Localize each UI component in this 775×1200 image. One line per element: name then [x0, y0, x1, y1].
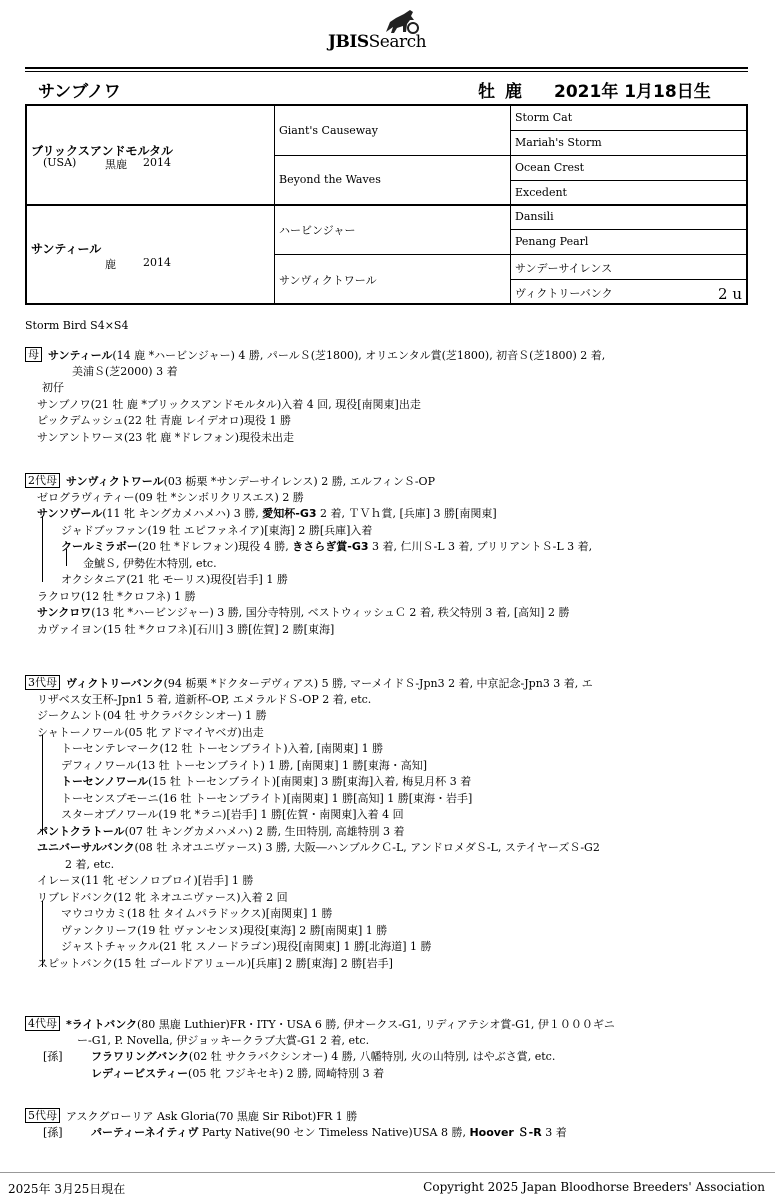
list-item: サンクロワ(13 牝 *ハービンジャー) 3 勝, 国分寺特別, ベストウィッシュＣ 2 着, 秩父特別 3 着, [高知] 2 勝 — [37, 606, 570, 619]
horse-attributes — [478, 77, 721, 102]
list-item: リブレドバンク(12 牝 ネオユニヴァース)入着 2 回 — [37, 890, 288, 904]
dam-year: 2014 — [143, 256, 171, 269]
section-tag: 5代母 — [25, 1108, 60, 1123]
g3-ancestor[interactable]: Mariah's Storm — [515, 136, 602, 149]
list-item: シャトーノワール(05 牝 アドマイヤベガ)出走 — [37, 725, 264, 739]
sire-origin: (USA) — [43, 156, 77, 169]
horse-name: サンブノワ — [38, 82, 121, 102]
list-item: サンソヴール(11 牝 キングカメハメハ) 3 勝, 愛知杯-G3 2 着, ＴＶｈ賞, [兵庫] 3 勝[南関東] — [37, 507, 497, 520]
logo-text: JBISSearch — [328, 32, 427, 52]
list-item: ピックデムッシュ(22 牡 青鹿 レイデオロ)現役 1 勝 — [37, 414, 291, 427]
g3-ancestor[interactable]: Excedent — [515, 186, 567, 199]
list-item: サンアントワーヌ(23 牝 鹿 *ドレフォン)現役未出走 — [37, 430, 295, 444]
dam-entry-name[interactable]: *ライトバンク — [66, 1018, 137, 1031]
inbreeding-note: Storm Bird S4×S4 — [25, 319, 129, 332]
header-rule-thin — [25, 71, 748, 72]
g3-ancestor[interactable]: サンデーサイレンス — [515, 262, 613, 275]
sire-name[interactable]: ブリックスアンドモルタル — [31, 144, 173, 158]
dam-entry-name[interactable]: ヴィクトリーバンク — [66, 677, 164, 690]
g2-dam-sire[interactable]: ハービンジャー — [279, 224, 356, 237]
list-item: トーセンノワール(15 牡 トーセンブライト)[南関東] 3 勝[東海]入着, 梅見月杯 3 着 — [61, 775, 472, 788]
list-item: サンブノワ(21 牡 鹿 *ブリックスアンドモルタル)入着 4 回, 現役[南関東]出走 — [37, 397, 421, 411]
section-3rd-dam: 3代母 ヴィクトリーバンク(94 栃栗 *ドクターデヴィアス) 5 勝, マーメイドＳ-Jpn3 2 着, 中京記念-Jpn3 3 着, エ リザベス女王杯-Jpn1 5 着, 道新杯-OP, エメラルドＳ-OP 2 着, etc. ジークムント(04 牡 サクラバクシンオー) 1 勝 シャトーノワール(05 牝 アドマイヤベガ)出走 トーセンテレマーク(12 牡 トーセンブライト)入着, [南関東] 1 勝 デフィノワール(13 牡 トーセンブライト) 1 勝, [南関東] 1 勝[東海・高知] トーセンノワール(15 牡 トーセンブライト)[南関東] 3 勝[東海]入着, 梅見月杯 3 着 トーセンスプモーニ(16 牡 トーセンブライト)[南関東] 1 勝[高知] 1 勝[東海・岩手] スターオブノワール(19 牝 *ラニ)[岩手] 1 勝[佐賀・南関東]入着 4 回 パントクラトール(07 牡 キングカメハメハ) 2 勝, 生田特別, 高雄特別 3 着 ユニバーサルバンク(08 牡 ネオユニヴァース) 3 勝, 大阪―ハンブルクＣ-L, アンドロメダＳ-L, ステイヤーズＳ-G2 2 着, etc. イレーヌ(11 牝 ゼンノロブロイ)[岩手] 1 勝 リブレドバンク(12 牝 ネオユニヴァース)入着 2 回 マウコウカミ(18 牡 タイムパラドックス)[南関東] 1 勝 ヴァンクリーフ(19 牡 ヴァンセンヌ)現役[東海] 2 勝[南関東] 1 勝 ジャストチャックル(21 牝 スノードラゴン)現役[南関東] 1 勝[北海道] 1 勝 スピットバンク(15 牡 ゴールドアリュール)[兵庫] 2 勝[東海] 2 勝[岩手] — [25, 675, 755, 972]
g3-ancestor[interactable]: Ocean Crest — [515, 161, 585, 174]
dam-entry-name[interactable]: サンティール — [48, 349, 113, 362]
section-dam: 母 サンティール(14 鹿 *ハービンジャー) 4 勝, パールＳ(芝1800), オリエンタル賞(芝1800), 初音Ｓ(芝1800) 2 着, 美浦Ｓ(芝2000) 3 着 初仔 サンブノワ(21 牡 鹿 *ブリックスアンドモルタル)入着 4 回, 現役[南関東]出走 ピックデムッシュ(22 牡 青鹿 レイデオロ)現役 1 勝 サンアントワーヌ(23 牝 鹿 *ドレフォン)現役未出走 — [25, 347, 755, 446]
g3-ancestor[interactable]: ヴィクトリーバンク — [515, 287, 613, 300]
list-item: オクシタニア(21 牝 モーリス)現役[岩手] 1 勝 — [61, 573, 288, 586]
pedigree-table — [25, 104, 748, 305]
g2-dam-dam[interactable]: サンヴィクトワール — [279, 274, 377, 287]
list-item: トーセンスプモーニ(16 牡 トーセンブライト)[南関東] 1 勝[高知] 1 勝[東海・岩手] — [61, 791, 473, 805]
sire-year: 2014 — [143, 156, 171, 169]
list-item: 金鯱Ｓ, 伊勢佐木特別, etc. — [83, 556, 217, 570]
list-item: ゼログラヴィティー(09 牡 *シンボリクリスエス) 2 勝 — [37, 490, 304, 504]
section-4th-dam: 4代母 *ライトバンク(80 黒鹿 Luthier)FR・ITY・USA 6 勝, 伊オークス-G1, リディアテシオ賞-G1, 伊１０００ギニ ー-G1, P. Novella, 伊ジョッキークラブ大賞-G1 2 着, etc. [孫] フラワリングバンク(02 牡 サクラバクシンオー) 4 勝, 八幡特別, 火の山特別, はやぶさ賞, etc. レディービスティー(05 牝 フジキセキ) 2 勝, 岡崎特別 3 着 — [25, 1016, 755, 1082]
sire-color: 黒鹿 — [105, 158, 127, 171]
dam-entry-name[interactable]: サンヴィクトワール — [66, 475, 164, 488]
list-item: [孫] フラワリングバンク(02 牡 サクラバクシンオー) 4 勝, 八幡特別, 火の山特別, はやぶさ賞, etc. — [43, 1050, 556, 1063]
g2-sire-dam[interactable]: Beyond the Waves — [279, 173, 381, 186]
list-item: ジャドブッファン(19 牡 エピファネイア)[東海] 2 勝[兵庫]入着 — [61, 523, 373, 537]
horse-sex: 牡 — [478, 82, 495, 102]
list-item: デフィノワール(13 牡 トーセンブライト) 1 勝, [南関東] 1 勝[東海・高知] — [61, 758, 428, 772]
jbis-logo[interactable] — [328, 6, 458, 54]
footer-copyright: Copyright 2025 Japan Bloodhorse Breeders' Association — [423, 1180, 765, 1194]
list-item: スピットバンク(15 牡 ゴールドアリュール)[兵庫] 2 勝[東海] 2 勝[岩手] — [37, 956, 393, 970]
list-item: クールミラボー(20 牡 *ドレフォン)現役 4 勝, きさらぎ賞-G3 3 着, 仁川Ｓ-L 3 着, ブリリアントＳ-L 3 着, — [61, 540, 593, 553]
g3-ancestor[interactable]: Penang Pearl — [515, 235, 589, 248]
section-tag: 3代母 — [25, 675, 60, 690]
section-5th-dam: 5代母 アスクグローリア Ask Gloria(70 黒鹿 Sir Ribot)FR 1 勝 [孫] パーティーネイティヴ Party Native(90 セン Timeless Native)USA 8 勝, Hoover Ｓ-R 3 着 — [25, 1108, 755, 1141]
list-item: ジークムント(04 牡 サクラバクシンオー) 1 勝 — [37, 709, 267, 722]
list-item: レディービスティー(05 牝 フジキセキ) 2 勝, 岡崎特別 3 着 — [91, 1066, 385, 1080]
g2-sire-sire[interactable]: Giant's Causeway — [279, 124, 378, 137]
section-tag: 2代母 — [25, 473, 60, 488]
horse-color: 鹿 — [505, 82, 522, 102]
section-tag: 母 — [25, 347, 42, 362]
list-item: マウコウカミ(18 牡 タイムパラドックス)[南関東] 1 勝 — [61, 907, 333, 920]
footer-rule — [0, 1172, 775, 1173]
list-item: トーセンテレマーク(12 牡 トーセンブライト)入着, [南関東] 1 勝 — [61, 742, 384, 755]
dam-color: 鹿 — [105, 258, 116, 271]
list-item: カヴァイヨン(15 牡 *クロフネ)[石川] 3 勝[佐賀] 2 勝[東海] — [37, 622, 335, 636]
g3-ancestor[interactable]: Dansili — [515, 210, 554, 223]
list-item: イレーヌ(11 牝 ゼンノロブロイ)[岩手] 1 勝 — [37, 874, 254, 887]
dam-name[interactable]: サンティール — [31, 242, 102, 256]
list-item: ジャストチャックル(21 牝 スノードラゴン)現役[南関東] 1 勝[北海道] 1 勝 — [61, 940, 432, 953]
list-item: パントクラトール(07 牡 キングカメハメハ) 2 勝, 生田特別, 高雄特別 3 着 — [37, 824, 405, 838]
footer-date: 2025年 3月25日現在 — [8, 1182, 126, 1196]
list-item: ラクロワ(12 牡 *クロフネ) 1 勝 — [37, 589, 196, 603]
g3-ancestor[interactable]: Storm Cat — [515, 111, 573, 124]
pedigree-note: 2 u — [718, 285, 742, 303]
list-item: ユニバーサルバンク(08 牡 ネオユニヴァース) 3 勝, 大阪―ハンブルクＣ-L, アンドロメダＳ-L, ステイヤーズＳ-G2 — [37, 841, 600, 854]
list-item: [孫] パーティーネイティヴ Party Native(90 セン Timeless Native)USA 8 勝, Hoover Ｓ-R 3 着 — [43, 1125, 567, 1139]
list-item: スターオブノワール(19 牝 *ラニ)[岩手] 1 勝[佐賀・南関東]入着 4 回 — [61, 808, 404, 821]
section-tag: 4代母 — [25, 1016, 60, 1031]
horse-birth: 2021年 1月18日生 — [554, 82, 711, 102]
list-item: ヴァンクリーフ(19 牡 ヴァンセンヌ)現役[東海] 2 勝[南関東] 1 勝 — [61, 923, 388, 937]
section-2nd-dam: 2代母 サンヴィクトワール(03 栃栗 *サンデーサイレンス) 2 勝, エルフィンＳ-OP ゼログラヴィティー(09 牡 *シンボリクリスエス) 2 勝 サンソヴール(11 牝 キングカメハメハ) 3 勝, 愛知杯-G3 2 着, ＴＶｈ賞, [兵庫] 3 勝[南関東] ジャドブッファン(19 牡 エピファネイア)[東海] 2 勝[兵庫]入着 クールミラボー(20 牡 *ドレフォン)現役 4 勝, きさらぎ賞-G3 3 着, 仁川Ｓ-L 3 着, ブリリアントＳ-L 3 着, 金鯱Ｓ, 伊勢佐木特別, etc. オクシタニア(21 牝 モーリス)現役[岩手] 1 勝 ラクロワ(12 牡 *クロフネ) 1 勝 サンクロワ(13 牝 *ハービンジャー) 3 勝, 国分寺特別, ベストウィッシュＣ 2 着, 秩父特別 3 着, [高知] 2 勝 カヴァイヨン(15 牡 *クロフネ)[石川] 3 勝[佐賀] 2 勝[東海] — [25, 473, 755, 638]
header-rule — [25, 67, 748, 69]
